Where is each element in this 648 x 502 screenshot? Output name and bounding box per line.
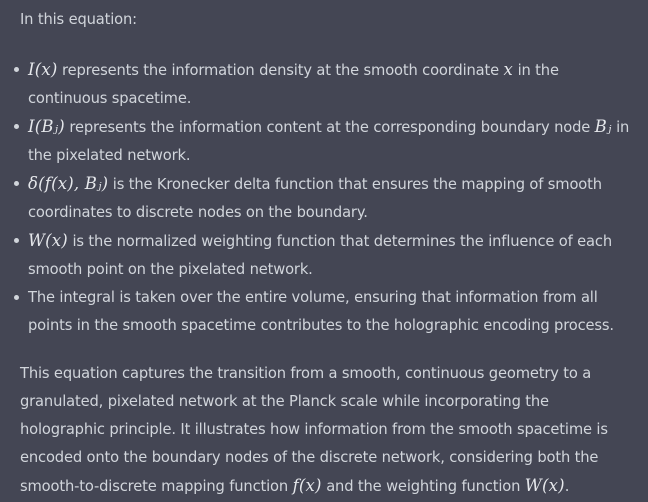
list-item-text: is the Kronecker delta function that ensures the mapping of smooth coordinates to discrete nodes on the boundary. xyxy=(28,176,602,221)
list-item-text: represents the information density at the smooth coordinate xyxy=(57,62,504,79)
list-item xyxy=(20,56,630,113)
math-expression: I(x) xyxy=(28,60,58,79)
math-expression: f(x) xyxy=(292,476,322,495)
conclusion-body: This equation captures the transition from a smooth, continuous geometry to a granulated, pixelated network at the Planck scale while incorporating the holographic principle. It illustrates how information from the smooth spacetime is encoded onto the boundary nodes of the discrete network, considering both the smooth-to-discrete mapping function xyxy=(20,365,608,495)
conclusion-body: and the weighting function xyxy=(321,478,525,495)
list-item-text: in the continuous spacetime. xyxy=(28,62,559,107)
conclusion-text xyxy=(20,360,630,501)
list-item xyxy=(20,227,630,284)
intro-text: In this equation: xyxy=(20,11,137,28)
list-item xyxy=(20,284,630,340)
list-item-text: is the normalized weighting function that determines the influence of each smooth point on the pixelated network. xyxy=(28,233,612,278)
math-expression: Bⱼ xyxy=(594,117,612,136)
conclusion-body: . xyxy=(564,478,570,495)
math-expression: W(x) xyxy=(28,231,68,250)
math-expression: I(Bⱼ) xyxy=(28,117,65,136)
math-expression: W(x) xyxy=(524,476,565,495)
list-item-text: in the pixelated network. xyxy=(28,119,630,164)
math-expression: x xyxy=(503,60,514,79)
math-expression: δ(f(x), Bⱼ) xyxy=(28,174,109,193)
list-item xyxy=(20,113,630,170)
list-item-text: The integral is taken over the entire volume, ensuring that information from all points in the smooth spacetime contributes to the holographic encoding process. xyxy=(28,289,614,334)
definitions-list xyxy=(20,56,630,340)
list-item-text: represents the information content at the corresponding boundary node xyxy=(64,119,595,136)
list-item xyxy=(20,170,630,227)
